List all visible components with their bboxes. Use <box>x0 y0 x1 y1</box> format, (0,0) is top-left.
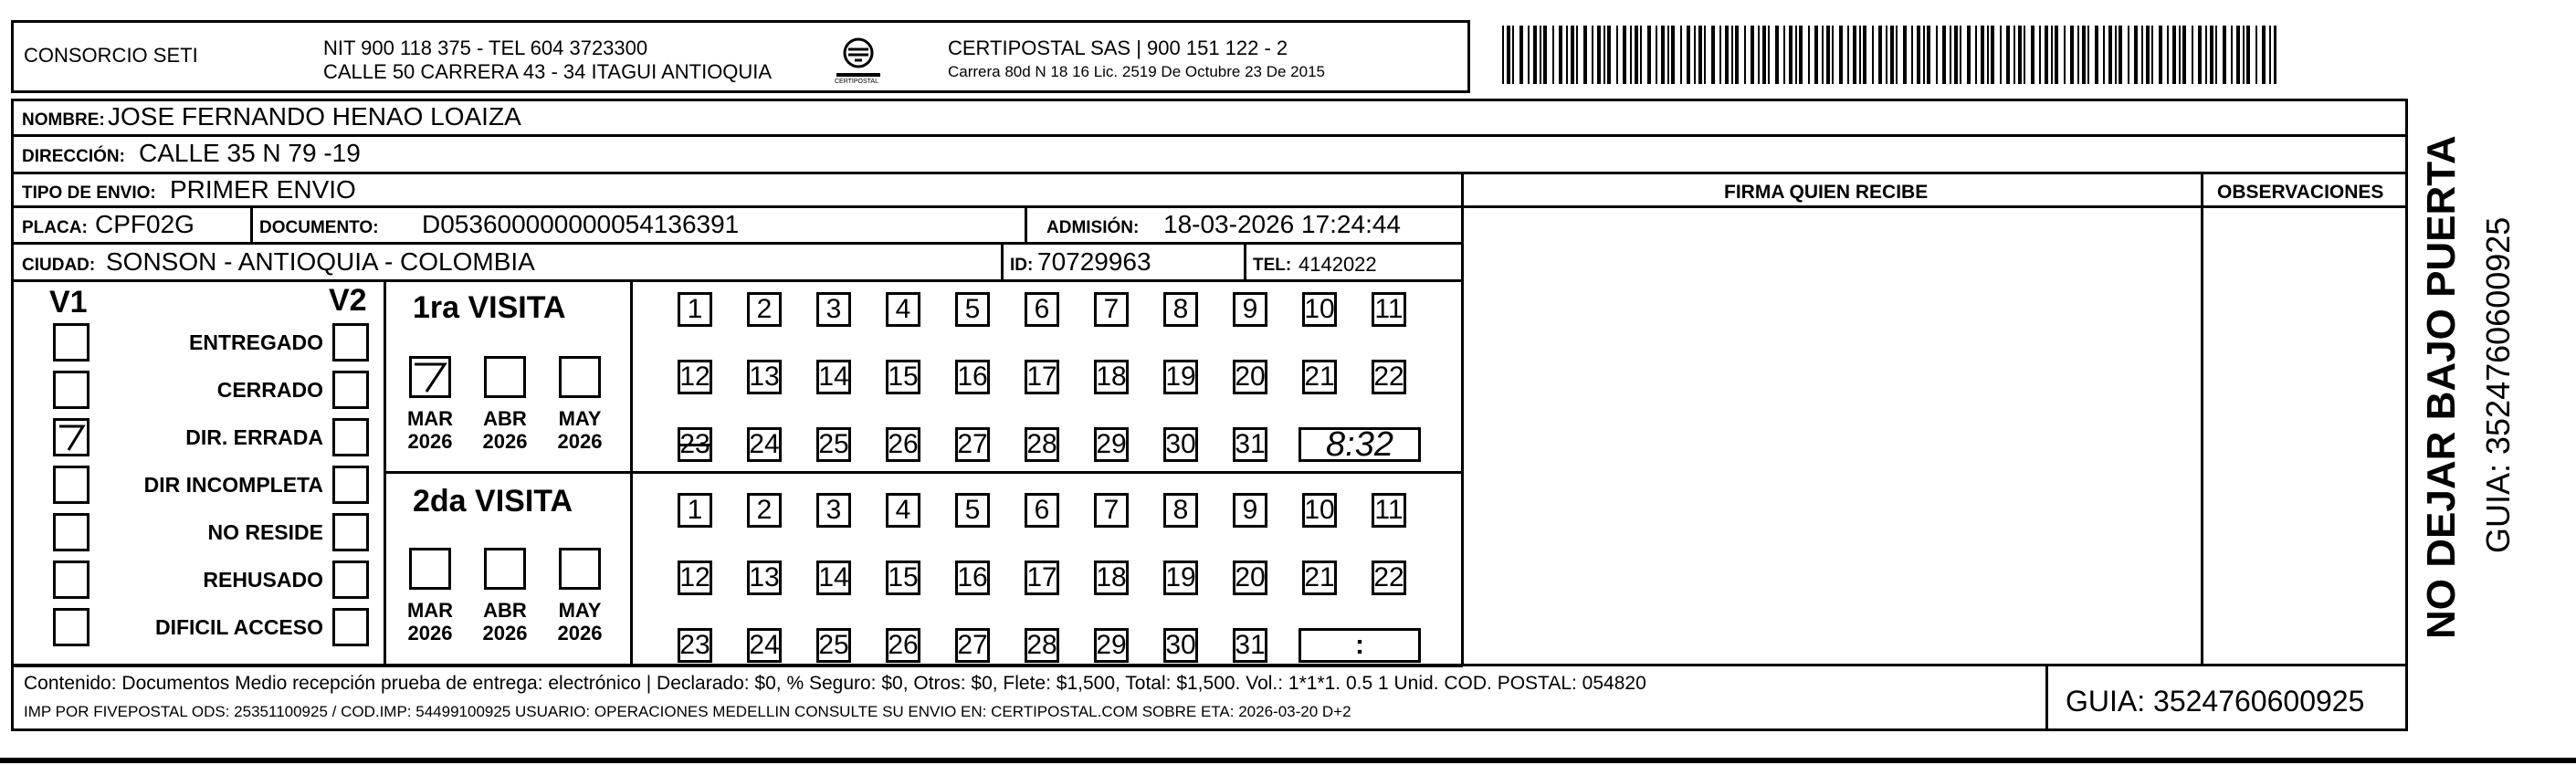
status-label: DIFICIL ACCESO <box>154 615 323 639</box>
barcode-bar <box>1789 26 1793 84</box>
barcode-bar <box>1981 26 1984 84</box>
day-box[interactable]: 15 <box>886 561 920 595</box>
day-box[interactable]: 26 <box>886 427 920 462</box>
v2-checkbox[interactable] <box>332 466 369 504</box>
barcode-bar <box>1991 26 1994 84</box>
day-box[interactable]: 6 <box>1025 493 1059 528</box>
barcode-bar <box>1698 26 1702 84</box>
month-label: ABR 2026 <box>482 407 528 454</box>
barcode-bar <box>2018 26 2022 84</box>
barcode-bar <box>1512 26 1514 84</box>
barcode-bar <box>2051 26 2053 84</box>
day-box[interactable]: 18 <box>1094 561 1129 595</box>
barcode-bar <box>2064 26 2066 84</box>
day-box[interactable]: 31 <box>1233 628 1267 663</box>
barcode-bar <box>1540 26 1541 84</box>
day-box[interactable]: 1 <box>678 292 712 327</box>
barcode-bar <box>1775 26 1779 84</box>
direccion-value: CALLE 35 N 79 -19 <box>139 139 361 167</box>
certipostal-line2: Carrera 80d N 18 16 Lic. 2519 De Octubre 23 De 2015 <box>948 63 1325 80</box>
barcode-bar <box>1783 26 1785 84</box>
day-box[interactable]: 11 <box>1372 292 1406 327</box>
day-box[interactable]: 31 <box>1233 427 1267 462</box>
barcode-bar <box>2119 26 2122 84</box>
barcode-bar <box>2128 26 2129 84</box>
day-box[interactable]: 21 <box>1302 561 1337 595</box>
day-box[interactable]: 22 <box>1372 360 1406 394</box>
day-box[interactable]: 3 <box>816 493 851 528</box>
barcode-bar <box>1872 26 1874 84</box>
barcode-bar <box>2215 26 2217 84</box>
tel-label: TEL: <box>1253 256 1292 275</box>
month-checkbox[interactable] <box>484 356 526 398</box>
barcode-bar <box>1751 26 1754 84</box>
barcode-bar <box>1927 26 1930 84</box>
barcode-bar <box>2269 26 2271 84</box>
day-box[interactable]: 15 <box>886 360 920 394</box>
barcode <box>1502 26 2276 84</box>
placa-label: PLACA: <box>22 218 88 237</box>
barcode-bar <box>2172 26 2176 84</box>
barcode-bar <box>1630 26 1632 84</box>
barcode-bar <box>1597 26 1601 84</box>
day-box[interactable]: 17 <box>1025 360 1059 394</box>
day-box[interactable]: 30 <box>1163 628 1198 663</box>
side-guia: GUIA: 3524760600925 <box>2479 216 2517 553</box>
barcode-bar <box>1725 26 1729 84</box>
barcode-bar <box>1576 26 1578 84</box>
barcode-bar <box>1680 26 1682 84</box>
barcode-bar <box>2077 26 2079 84</box>
direccion-label: DIRECCIÓN: <box>22 147 125 166</box>
barcode-bar <box>1640 26 1642 84</box>
day-box[interactable]: 24 <box>747 628 782 663</box>
firma-header: FIRMA QUIEN RECIBE <box>1724 182 1929 203</box>
ciudad-value: SONSON - ANTIOQUIA - COLOMBIA <box>106 247 535 276</box>
day-box[interactable]: 1 <box>678 493 712 528</box>
barcode-bar <box>1839 26 1843 84</box>
v1-checkbox[interactable] <box>53 513 89 551</box>
barcode-bar <box>1731 26 1733 84</box>
month-checkbox[interactable] <box>484 548 526 590</box>
day-box[interactable]: 3 <box>816 292 851 327</box>
barcode-bar <box>2082 26 2086 84</box>
barcode-bar <box>2167 26 2169 84</box>
barcode-bar <box>1967 26 1971 84</box>
footer-guia: GUIA: 3524760600925 <box>2066 685 2365 718</box>
day-box[interactable]: 17 <box>1025 561 1059 595</box>
barcode-bar <box>1923 26 1925 84</box>
barcode-bar <box>2246 26 2250 84</box>
day-box[interactable]: 10 <box>1302 493 1337 528</box>
month-checkbox[interactable] <box>559 548 601 590</box>
footer-line2: IMP POR FIVEPOSTAL ODS: 25351100925 / COD.IMP: 54499100925 USUARIO: OPERACIONES MEDELLIN CONSULTE SU ENVIO EN: CERTIPOSTAL.COM SOBRE ETA: 2026-03-20 D+2 <box>24 703 1351 720</box>
v1-checkbox[interactable] <box>53 371 89 409</box>
barcode-bar <box>1719 26 1721 84</box>
barcode-bar <box>2031 26 2035 84</box>
barcode-bar <box>1903 26 1907 84</box>
day-box[interactable]: 16 <box>955 561 990 595</box>
v1-checkbox[interactable] <box>53 466 89 504</box>
day-box[interactable]: 24 <box>747 427 782 462</box>
day-box[interactable]: 28 <box>1025 427 1059 462</box>
tel-value: 4142022 <box>1299 253 1377 276</box>
barcode-bar <box>1814 26 1818 84</box>
day-box[interactable]: 21 <box>1302 360 1337 394</box>
barcode-bar <box>2255 26 2257 84</box>
day-box[interactable]: 9 <box>1233 493 1267 528</box>
barcode-bar <box>1635 26 1638 84</box>
footer-line1: Contenido: Documentos Medio recepción prueba de entrega: electrónico | Declarado: $0, % Seguro: $0, Otros: $0, Flete: $1,500, Total: $1,500. Vol.: 1*1*1. 0.5 1 Unid. COD. POSTAL: 054820 <box>24 673 1646 694</box>
day-box[interactable]: 23 <box>678 427 712 462</box>
day-box[interactable]: 8 <box>1163 493 1198 528</box>
bottom-edge-line <box>0 758 2576 763</box>
barcode-bar <box>1890 26 1894 84</box>
day-box[interactable]: 2 <box>747 292 782 327</box>
tipo-envio-label: TIPO DE ENVIO: <box>22 183 156 203</box>
barcode-bar <box>2070 26 2074 84</box>
barcode-bar <box>1808 26 1810 84</box>
barcode-bar <box>1859 26 1861 84</box>
barcode-bar <box>1975 26 1977 84</box>
month-checkbox[interactable] <box>409 356 451 398</box>
v1-label: V1 <box>49 285 88 320</box>
v2-checkbox[interactable] <box>332 608 369 646</box>
status-label: REHUSADO <box>203 568 323 592</box>
barcode-bar <box>2006 26 2010 84</box>
barcode-bar <box>1896 26 1898 84</box>
company-name: CONSORCIO SETI <box>24 44 198 67</box>
day-box[interactable]: 2 <box>747 493 782 528</box>
day-box[interactable]: 27 <box>955 628 990 663</box>
barcode-bar <box>2205 26 2207 84</box>
barcode-bar <box>1519 26 1523 84</box>
second-visit-title: 2da VISITA <box>413 484 573 519</box>
first-visit-title: 1ra VISITA <box>413 290 566 325</box>
barcode-bar <box>2159 26 2162 84</box>
day-box[interactable]: 26 <box>886 628 920 663</box>
barcode-bar <box>1647 26 1651 84</box>
barcode-bar <box>1744 26 1746 84</box>
barcode-bar <box>1528 26 1530 84</box>
barcode-bar <box>1671 26 1675 84</box>
day-box[interactable]: 20 <box>1233 561 1267 595</box>
barcode-bar <box>1886 26 1887 84</box>
day-box[interactable]: 6 <box>1025 292 1059 327</box>
day-box[interactable]: 10 <box>1302 292 1337 327</box>
v2-checkbox[interactable] <box>332 418 369 456</box>
barcode-bar <box>1543 26 1547 84</box>
address-line: CALLE 50 CARRERA 43 - 34 ITAGUI ANTIOQUIA <box>323 60 773 83</box>
day-box[interactable]: 30 <box>1163 427 1198 462</box>
documento-label: DOCUMENTO: <box>259 218 379 237</box>
barcode-bar <box>2013 26 2015 84</box>
v2-checkbox[interactable] <box>332 371 369 409</box>
day-box[interactable]: 20 <box>1233 360 1267 394</box>
barcode-bar <box>2262 26 2266 84</box>
barcode-bar <box>1799 26 1803 84</box>
status-label: ENTREGADO <box>189 330 323 354</box>
day-box[interactable]: 5 <box>955 292 990 327</box>
barcode-bar <box>1942 26 1946 84</box>
day-box[interactable]: 29 <box>1094 628 1129 663</box>
barcode-bar <box>2024 26 2025 84</box>
barcode-bar <box>1603 26 1605 84</box>
barcode-bar <box>1502 26 1504 84</box>
v1-checkbox[interactable] <box>53 608 89 646</box>
v2-label: V2 <box>329 283 367 318</box>
nombre-value: JOSE FERNANDO HENAO LOAIZA <box>108 102 521 131</box>
barcode-bar <box>1847 26 1849 84</box>
nombre-label: NOMBRE: <box>22 110 105 130</box>
barcode-bar <box>2223 26 2226 84</box>
nit-line: NIT 900 118 375 - TEL 604 3723300 <box>323 37 648 59</box>
barcode-bar <box>1607 26 1611 84</box>
barcode-bar <box>1592 26 1593 84</box>
barcode-bar <box>2000 26 2002 84</box>
day-box[interactable]: 14 <box>816 360 851 394</box>
documento-value: D053600000000054136391 <box>422 210 740 238</box>
barcode-bar <box>2274 26 2276 84</box>
barcode-bar <box>1552 26 1554 84</box>
barcode-bar <box>1583 26 1587 84</box>
day-box[interactable]: 13 <box>747 360 782 394</box>
barcode-bar <box>2087 26 2089 84</box>
day-box[interactable]: 5 <box>955 493 990 528</box>
day-box[interactable]: 4 <box>886 493 920 528</box>
v1-checkbox[interactable] <box>53 561 89 599</box>
day-box[interactable]: 4 <box>886 292 920 327</box>
barcode-bar <box>1987 26 1989 84</box>
day-box[interactable]: 12 <box>678 360 712 394</box>
ciudad-label: CIUDAD: <box>22 256 96 275</box>
barcode-bar <box>1661 26 1665 84</box>
barcode-bar <box>1950 26 1951 84</box>
status-label: DIR. ERRADA <box>185 425 323 449</box>
day-box[interactable]: 9 <box>1233 292 1267 327</box>
barcode-bar <box>2095 26 2098 84</box>
day-box[interactable]: 14 <box>816 561 851 595</box>
barcode-bar <box>2243 26 2245 84</box>
barcode-bar <box>1878 26 1882 84</box>
v1-checkbox[interactable] <box>53 323 89 362</box>
day-box[interactable]: 19 <box>1163 360 1198 394</box>
barcode-bar <box>1735 26 1739 84</box>
admision-label: ADMISIÓN: <box>1046 218 1140 237</box>
barcode-bar <box>2192 26 2193 84</box>
month-label: MAR 2026 <box>406 599 454 645</box>
certipostal-line1: CERTIPOSTAL SAS | 900 151 122 - 2 <box>948 37 1288 59</box>
barcode-bar <box>1656 26 1657 84</box>
day-box[interactable]: 7 <box>1094 493 1129 528</box>
month-label: MAY 2026 <box>557 407 603 454</box>
barcode-bar <box>1795 26 1797 84</box>
time-box[interactable]: : <box>1299 628 1421 663</box>
barcode-bar <box>2134 26 2138 84</box>
barcode-bar <box>2045 26 2048 84</box>
form-box <box>11 99 2408 666</box>
day-box[interactable]: 19 <box>1163 561 1198 595</box>
barcode-bar <box>2039 26 2041 84</box>
barcode-bar <box>1667 26 1669 84</box>
barcode-bar <box>2141 26 2143 84</box>
barcode-bar <box>1768 26 1770 84</box>
barcode-bar <box>1623 26 1626 84</box>
barcode-bar <box>2055 26 2058 84</box>
v2-checkbox[interactable] <box>332 561 369 599</box>
day-box[interactable]: 16 <box>955 360 990 394</box>
status-label: DIR INCOMPLETA <box>143 473 323 497</box>
barcode-bar <box>1826 26 1830 84</box>
barcode-bar <box>2103 26 2105 84</box>
day-box[interactable]: 23 <box>678 628 712 663</box>
barcode-bar <box>1911 26 1913 84</box>
day-box[interactable]: 25 <box>816 427 851 462</box>
tipo-envio-value: PRIMER ENVIO <box>170 175 356 204</box>
side-title: NO DEJAR BAJO PUERTA <box>2419 135 2464 639</box>
barcode-bar <box>1694 26 1696 84</box>
barcode-bar <box>1822 26 1824 84</box>
time-box[interactable]: 8:32 <box>1299 427 1421 462</box>
day-box[interactable]: 11 <box>1372 493 1406 528</box>
v2-checkbox[interactable] <box>332 513 369 551</box>
barcode-bar <box>1704 26 1706 84</box>
barcode-bar <box>2210 26 2213 84</box>
barcode-bar <box>2182 26 2186 84</box>
day-box[interactable]: 28 <box>1025 628 1059 663</box>
day-box[interactable]: 7 <box>1094 292 1129 327</box>
barcode-bar <box>1936 26 1938 84</box>
day-box[interactable]: 8 <box>1163 292 1198 327</box>
barcode-bar <box>2231 26 2233 84</box>
barcode-bar <box>1853 26 1856 84</box>
day-box[interactable]: 22 <box>1372 561 1406 595</box>
id-label: ID: <box>1010 256 1034 275</box>
status-label: NO RESIDE <box>207 520 323 544</box>
barcode-bar <box>1616 26 1618 84</box>
id-value: 70729963 <box>1037 247 1151 276</box>
day-box[interactable]: 12 <box>678 561 712 595</box>
day-box[interactable]: 13 <box>747 561 782 595</box>
barcode-bar <box>2179 26 2181 84</box>
month-checkbox[interactable] <box>559 356 601 398</box>
day-box[interactable]: 18 <box>1094 360 1129 394</box>
barcode-bar <box>1559 26 1562 84</box>
status-label: CERRADO <box>216 378 323 402</box>
barcode-bar <box>2108 26 2112 84</box>
barcode-bar <box>1758 26 1760 84</box>
month-label: MAR 2026 <box>406 407 454 454</box>
barcode-bar <box>2146 26 2150 84</box>
barcode-bar <box>2151 26 2153 84</box>
month-label: ABR 2026 <box>482 599 528 645</box>
barcode-bar <box>1507 26 1510 84</box>
logo-text: CERTIPOSTAL <box>835 79 878 85</box>
barcode-bar <box>2236 26 2240 84</box>
barcode-bar <box>1533 26 1537 84</box>
barcode-bar <box>1917 26 1920 84</box>
barcode-bar <box>2198 26 2202 84</box>
barcode-bar <box>1711 26 1715 84</box>
barcode-bar <box>1863 26 1866 84</box>
certipostal-logo-icon <box>833 35 884 88</box>
month-checkbox[interactable] <box>409 548 451 590</box>
v1-checkbox[interactable] <box>53 418 89 456</box>
barcode-bar <box>1762 26 1766 84</box>
barcode-bar <box>1571 26 1574 84</box>
barcode-bar <box>1566 26 1568 84</box>
barcode-bar <box>1960 26 1961 84</box>
admision-value: 18-03-2026 17:24:44 <box>1163 210 1401 238</box>
placa-value: CPF02G <box>95 210 195 238</box>
v2-checkbox[interactable] <box>332 323 369 362</box>
barcode-bar <box>1954 26 1958 84</box>
barcode-bar <box>2115 26 2117 84</box>
observaciones-header: OBSERVACIONES <box>2217 182 2384 203</box>
day-box[interactable]: 29 <box>1094 427 1129 462</box>
barcode-bar <box>1832 26 1834 84</box>
barcode-bar <box>1687 26 1690 84</box>
month-label: MAY 2026 <box>557 599 603 645</box>
day-box[interactable]: 25 <box>816 628 851 663</box>
day-box[interactable]: 27 <box>955 427 990 462</box>
